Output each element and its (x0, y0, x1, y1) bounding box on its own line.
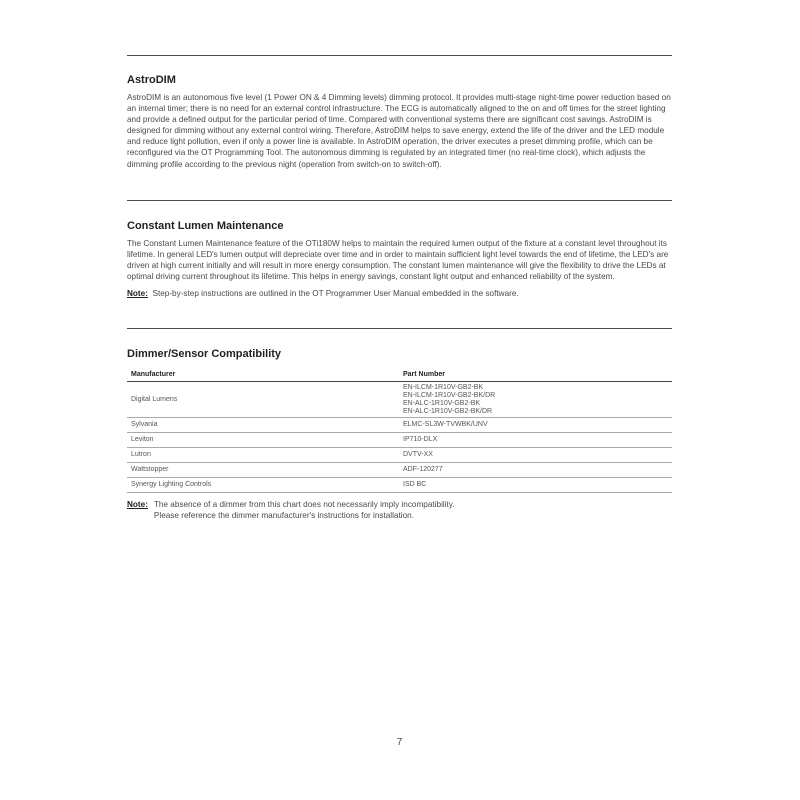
manufacturer-cell: Digital Lumens (127, 382, 399, 418)
part-number-cell: ISD BC (399, 478, 672, 493)
astrodim-body: AstroDIM is an autonomous five level (1 Power ON & 4 Dimming levels) dimming protocol. It provides multi-stage night-time power reduction based on an internal timer; there is no need for an external control infrastructure. The ECG is automatically aligned to the on and off times for the street lighting and provide a defined output for the particular period of time. Compared with conventional systems there are significant cost savings. AstroDIM is designed for dimming without any external control wiring. Therefore, AstroDIM helps to save energy, extend the life of the driver and the LED module and reduce light pollution, even if only a power line is available. In AstroDIM operation, the driver executes a preset dimming profile, which can be reconfigured via the OT Programming Tool. The autonomous dimming is regulated by an integrated timer (no real-time clock), which adjusts the dimming profile according to the previous night (operation from switch-on to switch-off). (127, 93, 671, 169)
part-number: EN-ILCM-1R10V-GB2-BK/DR (403, 391, 496, 399)
manufacturer-cell: Wattstopper (127, 463, 399, 478)
manufacturer-cell: Synergy Lighting Controls (127, 478, 399, 493)
table-row (127, 433, 672, 448)
note-text-block (154, 499, 455, 521)
clm-note (127, 288, 672, 299)
part-number: EN-ALC-1R10V-GB2-BK/DR (403, 407, 493, 415)
header-part-number: Part Number (399, 367, 672, 382)
table-row (127, 382, 672, 418)
clm-body: The Constant Lumen Maintenance feature of the OTi180W helps to maintain the required lumen output of the fixture at a constant level throughout its lifetime. In general LED's lumen output will depreciate over time and in order to maintain sufficient light level towards the end of lifetime, the LED's are driven at high current initially and will result in more energy consumption. The constant lumen maintenance will give the flexibility to drive the LEDs at optimal driving current throughout its lifetime. This helps in energy savings, constant light output and enhanced reliability of the system. (127, 239, 669, 282)
manufacturer-cell: Lutron (127, 448, 399, 463)
table-header-row (127, 367, 672, 382)
part-number-cell: ADF-120277 (399, 463, 672, 478)
page-number: 7 (396, 737, 403, 748)
section-divider (127, 328, 672, 329)
clm-title: Constant Lumen Maintenance (127, 220, 284, 232)
table-row (127, 478, 672, 493)
section-divider (127, 200, 672, 201)
manufacturer-cell: Sylvania (127, 418, 399, 433)
note-text-line: The absence of a dimmer from this chart does not necessarily imply incompatibility. (153, 500, 455, 509)
table-row (127, 448, 672, 463)
note-label: Note: (127, 500, 148, 509)
part-number-cell: IP710-DLX (399, 433, 672, 448)
table-row (127, 418, 672, 433)
astrodim-title: AstroDIM (127, 74, 176, 86)
document-page (127, 0, 672, 800)
note-label: Note: (127, 289, 148, 299)
part-number-cell: DVTV-XX (399, 448, 672, 463)
clm-section (127, 219, 672, 299)
header-manufacturer: Manufacturer (127, 367, 399, 382)
compat-section (127, 347, 672, 521)
compatibility-table (127, 367, 672, 493)
manufacturer-cell: Leviton (127, 433, 399, 448)
compat-title: Dimmer/Sensor Compatibility (127, 348, 282, 360)
table-row (127, 463, 672, 478)
compat-note (127, 499, 672, 521)
section-divider (127, 55, 672, 56)
note-text: Step-by-step instructions are outlined in the OT Programmer User Manual embedded in the software. (152, 289, 519, 299)
note-text-line: Please reference the dimmer manufacturer's instructions for installation. (153, 511, 414, 521)
part-number-cell (399, 382, 672, 418)
part-number: EN-ALC-1R10V-GB2-BK (403, 399, 481, 407)
astrodim-section (127, 73, 672, 170)
part-number: EN-ILCM-1R10V-GB2-BK (403, 383, 484, 391)
part-number-cell: ELMC-SL3W-TVWBK/UNV (399, 418, 672, 433)
